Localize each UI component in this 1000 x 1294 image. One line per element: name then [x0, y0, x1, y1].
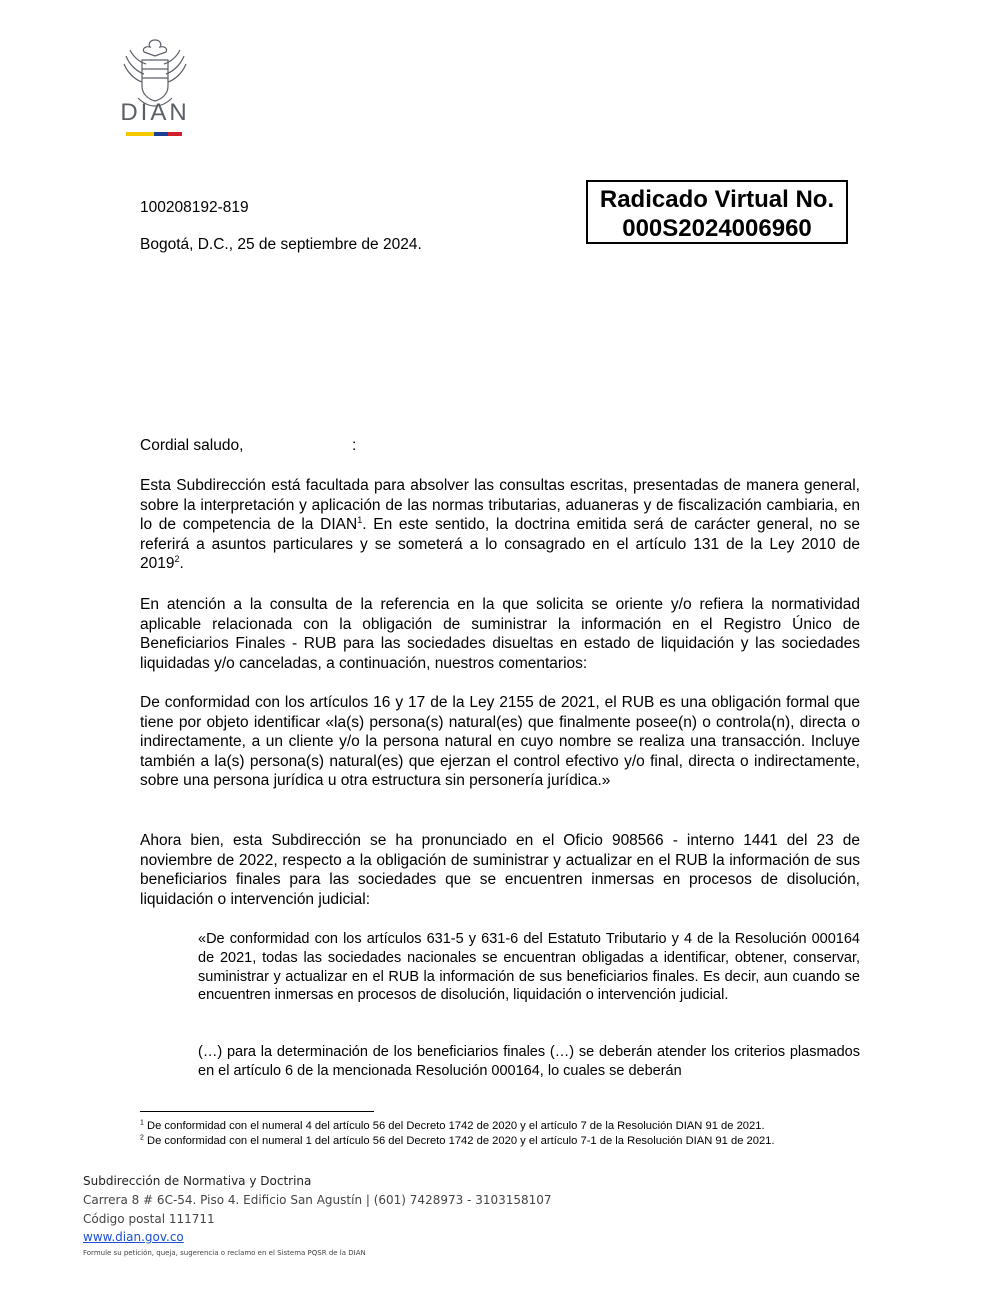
paragraph-2: En atención a la consulta de la referencia en la que solicita se oriente y/o refiera la normatividad aplicable relacionada con la obligación de suministrar la información en el Registro Único de Beneficiarios Finales - RUB para las sociedades disueltas en estado de liquidación y las sociedades liquidadas y/o canceladas, a continuación, nuestros comentarios: [140, 596, 860, 672]
footer-address: Carrera 8 # 6C-54. Piso 4. Edificio San Agustín | (601) 7428973 - 3103158107 [83, 1193, 552, 1207]
footer-website-link[interactable]: www.dian.gov.co [83, 1230, 184, 1244]
footnote-ref-2: 2 [174, 554, 180, 565]
paragraph-3: De conformidad con los artículos 16 y 17 de la Ley 2155 de 2021, el RUB es una obligación formal que tiene por objeto identificar «la(s) persona(s) natural(es) que finalmente posee(n) o controla(n), directa o indirectamente, a un cliente y/o la persona natural en cuyo nombre se realiza una transacción. Incluye también a la(s) persona(s) natural(es) que ejerzan el control efectivo y/o final, directa o indirectamente, sobre una persona jurídica u otra estructura sin personería jurídica.» [140, 694, 860, 790]
footnote-2: $^2$ De conformidad con el numeral 1 del artículo 56 del Decreto 1742 de 2020 y el artículo 7-1 de la Resolución DIAN 91 de 2021. [140, 1134, 775, 1147]
footer-postal: Código postal 111711 [83, 1212, 215, 1226]
radicado-number: 000S2024006960 [622, 215, 812, 242]
reference-number: 100208192-819 [140, 199, 249, 216]
footnote-1: $^1$ De conformidad con el numeral 4 del artículo 56 del Decreto 1742 de 2020 y el artículo 7 de la Resolución DIAN 91 de 2021. [140, 1119, 765, 1132]
footnote-ref-1: 1 [357, 515, 363, 526]
svg-text:DIAN: DIAN [120, 99, 190, 126]
greeting [140, 437, 540, 455]
greeting-colon: : [352, 437, 357, 454]
quote-1: «De conformidad con los artículos 631-5 y 631-6 del Estatuto Tributario y 4 de la Resolución 000164 de 2021, todas las sociedades nacionales se encuentran obligadas a identificar, obtener, conservar, suministrar y actualizar en el RUB la información de sus beneficiarios finales. Es decir, aun cuando se encuentren inmersas en procesos de disolución, liquidación o intervención judicial. [198, 931, 860, 1004]
paragraph-1: Esta Subdirección está facultada para absolver las consultas escritas, presentadas de manera general, sobre la interpretación y aplicación de las normas tributarias, aduaneras y de fiscalización cambiaria, en lo de competencia de la DIAN$^1$. En este sentido, la doctrina emitida será de carácter general, no se referirá a asuntos particulares y se someterá a lo consagrado en el artículo 131 de la Ley 2010 de 2019$^2$. [140, 477, 860, 573]
letter-date: Bogotá, D.C., 25 de septiembre de 2024. [140, 236, 422, 253]
greeting-text: Cordial saludo, [140, 437, 244, 454]
quote-2: (…) para la determinación de los beneficiarios finales (…) se deberán atender los criterios plasmados en el artículo 6 de la mencionada Resolución 000164, lo cuales se deberán [198, 1044, 860, 1079]
radicado-label: Radicado Virtual No. [599, 186, 835, 213]
coat-of-arms-icon [100, 36, 210, 140]
footer-office: Subdirección de Normativa y Doctrina [83, 1174, 312, 1188]
radicado-box [586, 180, 848, 244]
dian-logo [100, 36, 210, 140]
paragraph-4: Ahora bien, esta Subdirección se ha pronunciado en el Oficio 908566 - interno 1441 del 23 de noviembre de 2022, respecto a la obligación de suministrar y actualizar en el RUB la información de sus beneficiarios finales para las sociedades que se encuentren inmersas en procesos de disolución, liquidación o intervención judicial: [140, 832, 860, 908]
footnote-separator [140, 1111, 374, 1112]
footer-pqsr-note: Formule su petición, queja, sugerencia o reclamo en el Sistema PQSR de la DIAN [83, 1249, 366, 1257]
